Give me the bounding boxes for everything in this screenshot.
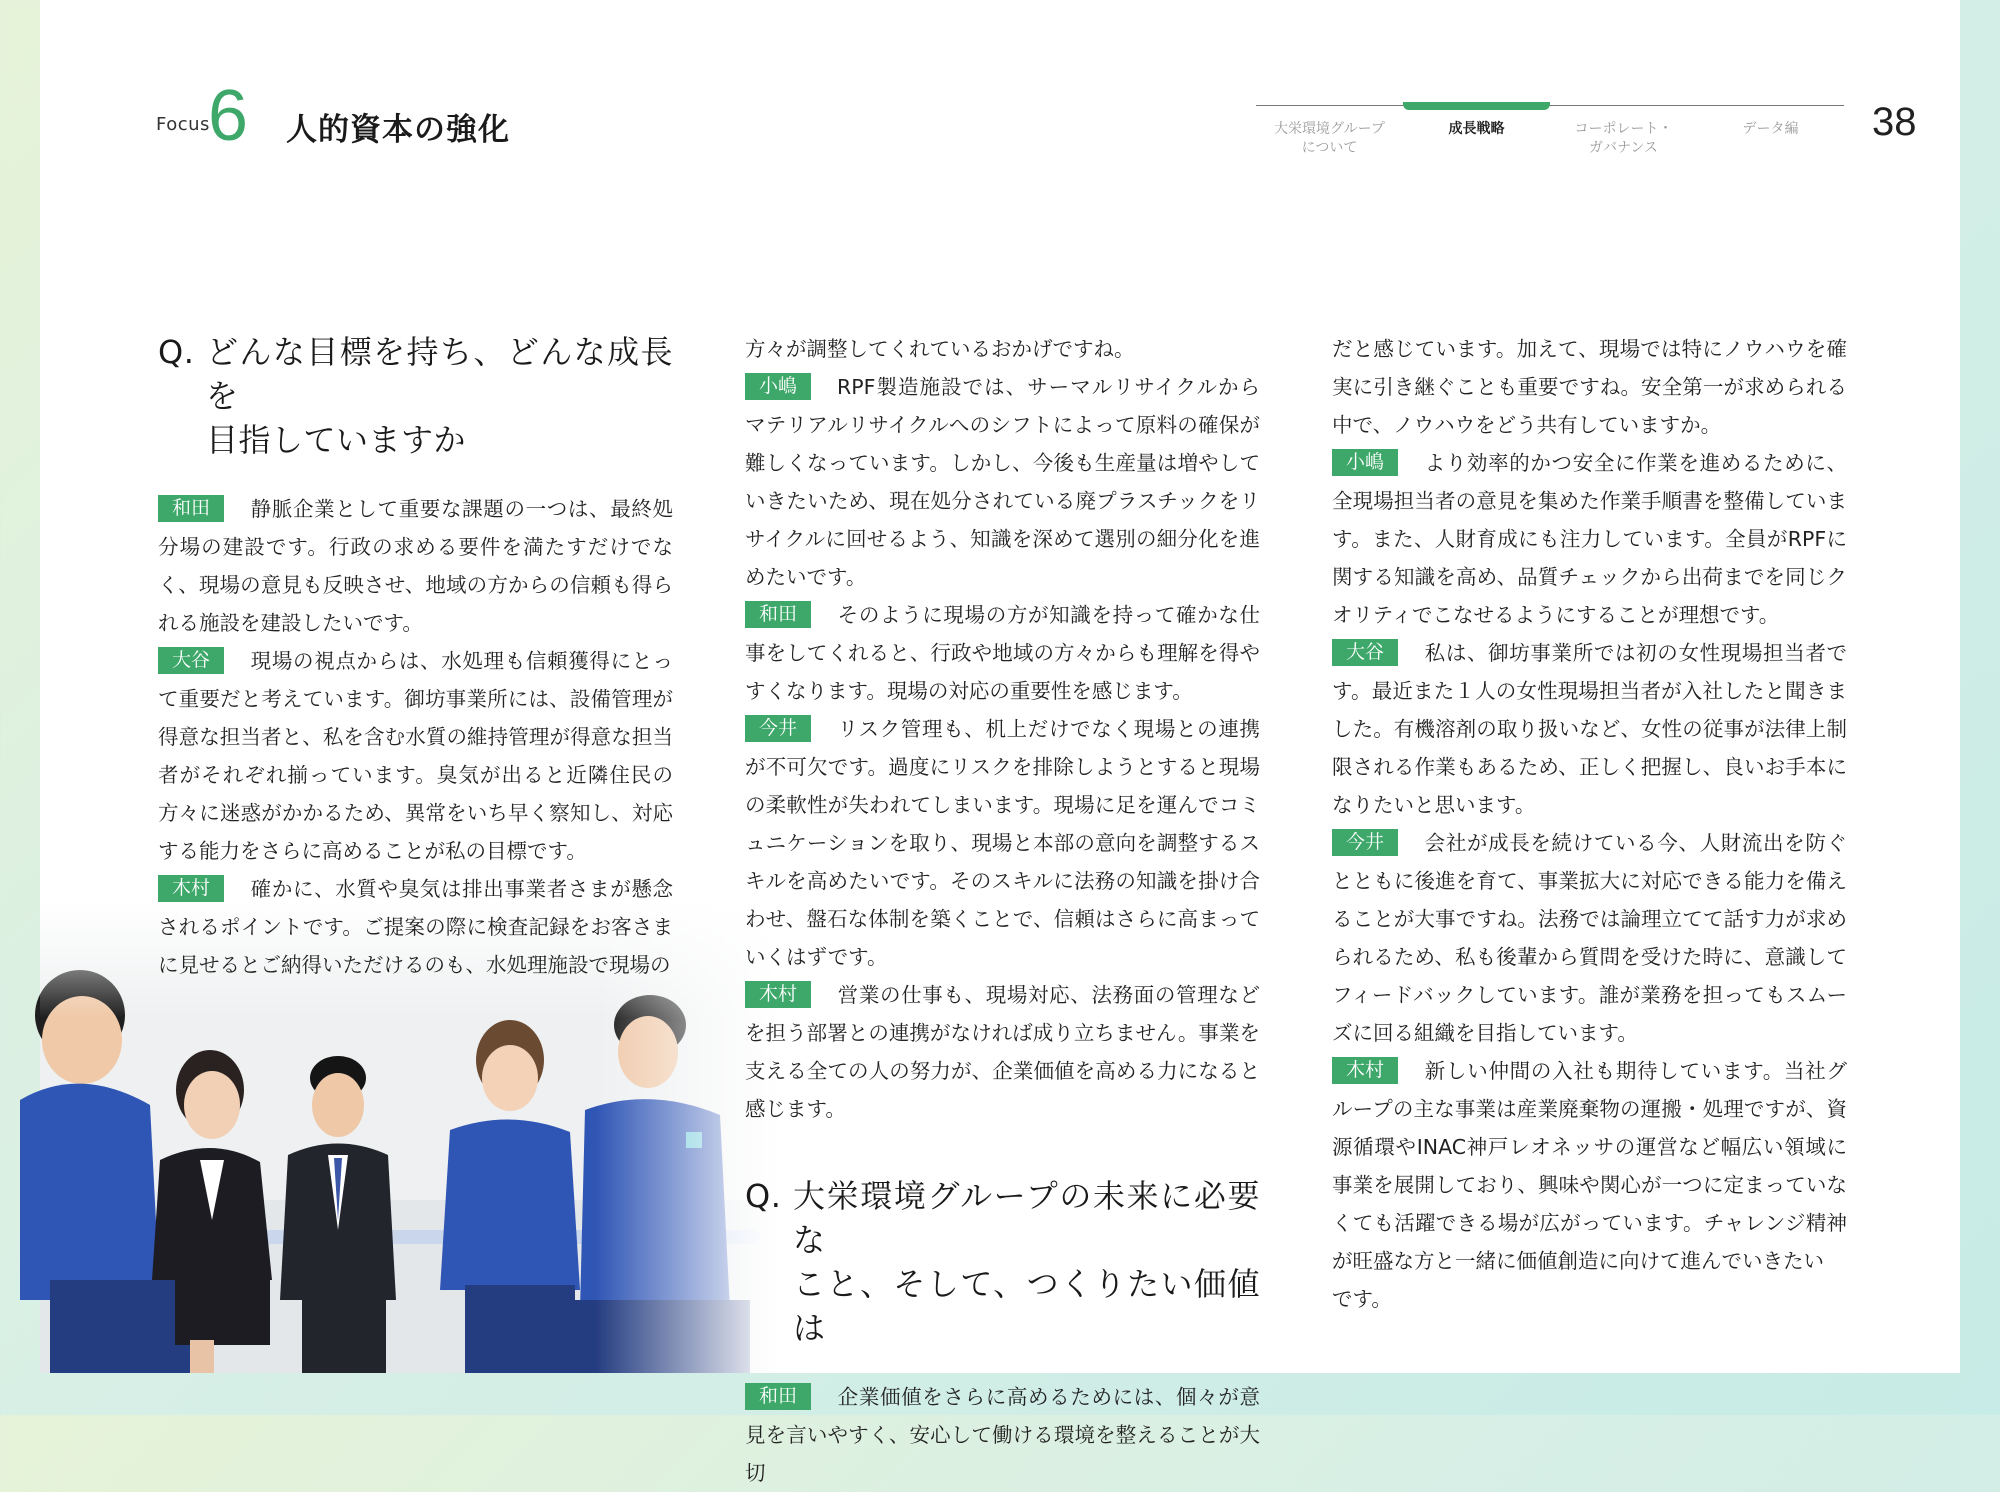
interview-paragraph [745,710,1260,976]
text-column-1 [158,330,673,984]
focus-number: 6 [208,76,249,156]
question-heading [745,1174,1260,1350]
speaker-tag: 小嶋 [745,373,811,400]
nav-item-label: 成長戦略 [1448,121,1505,137]
paragraph-text: そのように現場の方が知識を持って確かな仕事をしてくれると、行政や地域の方々からも理解を得やすくなります。現場の対応の重要性を感じます。 [745,603,1260,703]
paragraph-text: RPF製造施設では、サーマルリサイクルからマテリアルリサイクルへのシフトによって原料の確保が難しくなっています。しかし、今後も生産量は増やしていきたいため、現在処分されている廃プラスチックをリサイクルに回せるよう、知識を深めて選別の細分化を進めたいです。 [745,375,1260,589]
speaker-tag: 木村 [1332,1057,1398,1084]
paragraph-text: 私は、御坊事業所では初の女性現場担当者です。最近また１人の女性現場担当者が入社したと聞きました。有機溶剤の取り扱いなど、女性の従事が法律上制限される作業もあるため、正しく把握し、良いお手本になりたいと思います。 [1332,641,1847,817]
speaker-tag: 和田 [158,495,224,522]
nav-item-label: ガバナンス [1589,139,1658,156]
page-title: 人的資本の強化 [286,112,510,148]
speaker-tag: 小嶋 [1332,449,1398,476]
paragraph-text: より効率的かつ安全に作業を進めるために、全現場担当者の意見を集めた作業手順書を整備しています。また、人財育成にも注力しています。全員がRPFに関する知識を高め、品質チェックから出荷までを同じクオリティでこなせるようにすることが理想です。 [1332,451,1847,627]
question-line: どんな目標を持ち、どんな成長を [206,333,673,415]
question-mark: Q. [745,1177,782,1215]
speaker-tag: 和田 [745,601,811,628]
interview-paragraph [158,490,673,642]
speaker-tag: 木村 [158,875,224,902]
interview-paragraph [745,1378,1260,1492]
section-nav [1256,105,1844,165]
interview-paragraph [745,596,1260,710]
nav-item-label: データ編 [1742,121,1799,137]
text-column-2 [745,330,1260,1492]
paragraph-text: 確かに、水質や臭気は排出事業者さまが懸念されるポイントです。ご提案の際に検査記録をお客さまに見せるとご納得いただけるのも、水処理施設で現場の [158,877,673,977]
paragraph-text: 新しい仲間の入社も期待しています。当社グループの主な事業は産業廃棄物の運搬・処理ですが、資源循環やINAC神戸レオネッサの運営など幅広い領域に事業を展開しており、興味や関心が一つに定まっていなくても活躍できる場が広がっています。チャレンジ精神が旺盛な方と一緒に価値創造に向けて進んでいきたい [1332,1059,1847,1273]
speaker-tag: 木村 [745,981,811,1008]
paragraph-continuation: 方々が調整してくれているおかげですね。 [745,337,1135,361]
page-number: 38 [1872,100,1917,144]
question-line: 大栄環境グループの未来に必要な [793,1177,1260,1259]
nav-item-label: コーポレート・ [1574,121,1673,137]
nav-item-label: 大栄環境グループ [1274,121,1385,137]
nav-item-label: について [1301,139,1358,156]
paragraph-text: 営業の仕事も、現場対応、法務面の管理などを担う部署との連携がなければ成り立ちません。事業を支える全ての人の努力が、企業価値を高める力になると感じます。 [745,983,1260,1121]
question-mark: Q. [158,333,195,371]
paragraph-text: リスク管理も、机上だけでなく現場との連携が不可欠です。過度にリスクを排除しようとすると現場の柔軟性が失われてしまいます。現場に足を運んでコミュニケーションを取り、現場と本部の意向を調整するスキルを高めたいです。そのスキルに法務の知識を掛け合わせ、盤石な体制を築くことで、信頼はさらに高まっていくはずです。 [745,717,1260,969]
paragraph-text: 企業価値をさらに高めるためには、個々が意見を言いやすく、安心して働ける環境を整えることが大切 [745,1385,1260,1485]
speaker-tag: 今井 [1332,829,1398,856]
nav-item-about[interactable] [1256,106,1403,165]
paragraph-text: 現場の視点からは、水処理も信頼獲得にとって重要だと考えています。御坊事業所には、設備管理が得意な担当者と、私を含む水質の維持管理が得意な担当者がそれぞれ揃っています。臭気が出ると近隣住民の方々に迷惑がかかるため、異常をいち早く察知し、対応する能力をさらに高めることが私の目標です。 [158,649,673,863]
interview-paragraph [158,642,673,870]
question-line: こと、そして、つくりたい価値は [793,1265,1260,1347]
speaker-tag: 今井 [745,715,811,742]
focus-label: Focus [156,114,210,135]
speaker-tag: 大谷 [158,647,224,674]
interview-paragraph [1332,824,1847,1052]
nav-item-data[interactable] [1697,106,1844,165]
paragraph-text: 会社が成長を続けている今、人財流出を防ぐとともに後進を育て、事業拡大に対応できる能力を備えることが大事ですね。法務では論理立てて話す力が求められるため、私も後輩から質問を受けた時に、意識してフィードバックしています。誰が業務を担ってもスムーズに回る組織を目指しています。 [1332,831,1847,1045]
interview-paragraph [745,976,1260,1128]
interview-paragraph [1332,444,1847,634]
interview-paragraph [158,870,673,984]
speaker-tag: 和田 [745,1383,811,1410]
page [40,0,1960,1485]
nav-item-corporate-governance[interactable] [1550,106,1697,165]
interview-paragraph [1332,1052,1847,1280]
paragraph-continuation: だと感じています。加えて、現場では特にノウハウを確実に引き継ぐことも重要ですね。安全第一が求められる中で、ノウハウをどう共有していますか。 [1332,337,1847,437]
speaker-tag: 大谷 [1332,639,1398,666]
interview-paragraph [745,368,1260,596]
paragraph-ending: です。 [1332,1287,1392,1311]
nav-item-growth-strategy[interactable] [1403,106,1550,165]
paragraph-text: 静脈企業として重要な課題の一つは、最終処分場の建設です。行政の求める要件を満たすだけでなく、現場の意見も反映させ、地域の方からの信頼も得られる施設を建設したいです。 [158,497,673,635]
question-line: 目指していますか [206,421,467,459]
question-heading [158,330,673,462]
interview-paragraph [1332,634,1847,824]
text-column-3 [1332,330,1847,1318]
